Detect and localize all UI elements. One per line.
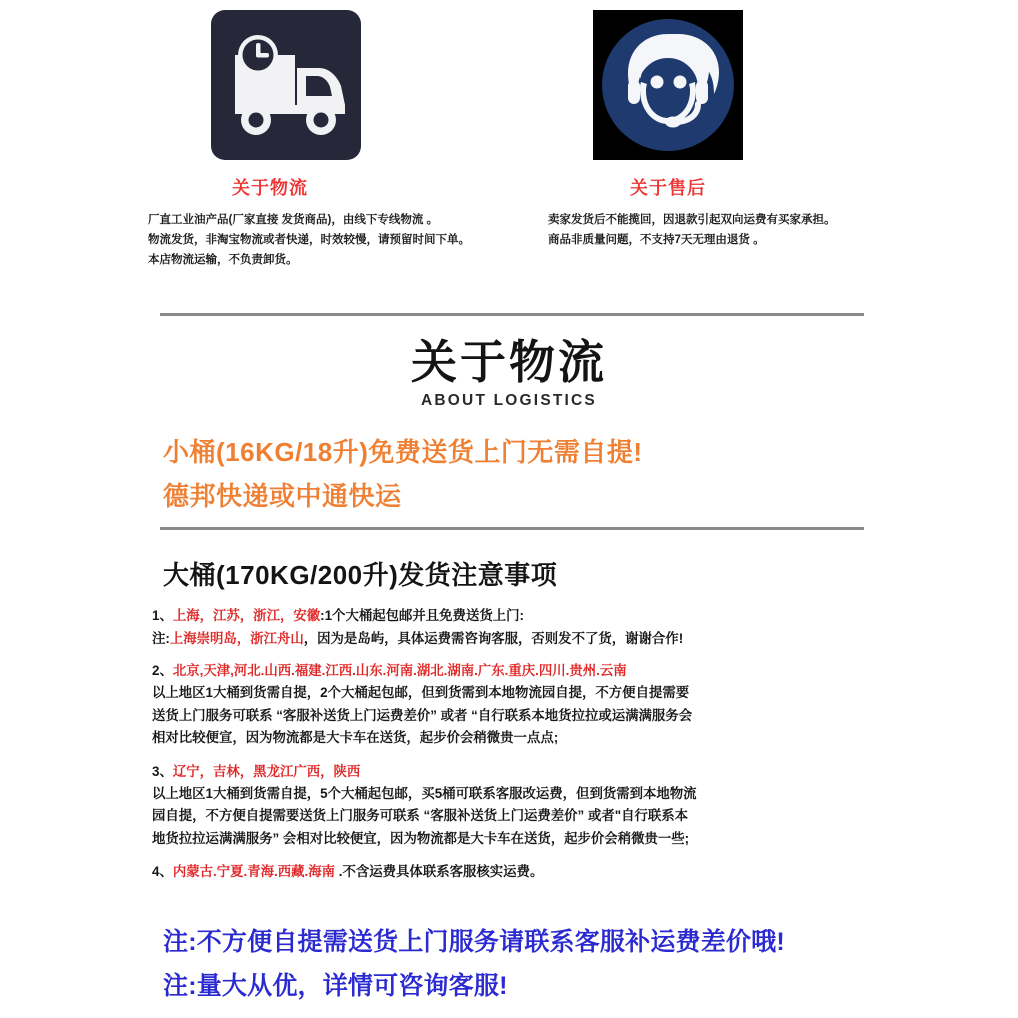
note-item-3 <box>152 760 932 851</box>
customer-service-headset-icon <box>593 10 743 160</box>
logistics-line-3: 本店物流运输，不负责卸货。 <box>148 253 298 266</box>
note-1-head <box>152 604 932 627</box>
note-3-regions: 辽宁，吉林，黑龙江广西，陕西 <box>172 763 361 779</box>
note-2-number: 2、 <box>152 663 173 678</box>
orange-line-2: 德邦快递或中通快运 <box>163 481 402 511</box>
note-4-number: 4、 <box>152 864 173 879</box>
note-4-regions: 内蒙古.宁夏.青海.西藏.海南 <box>172 864 336 879</box>
main-title-block <box>0 338 1018 410</box>
note-2-body-3: 相对比较便宣，因为物流都是大卡车在送货，起步价会稍微贵一点点; <box>152 730 559 745</box>
footer-notes <box>163 920 963 1008</box>
delivery-truck-clock-icon <box>211 10 361 160</box>
divider-top <box>160 313 864 316</box>
note-item-1 <box>152 604 932 650</box>
after-sale-line-1: 卖家发货后不能揽回，因退款引起双向运费有买家承担。 <box>548 213 836 226</box>
note-1-sub-tail: ，因为是岛屿，具体运费需咨询客服，否则发不了货，谢谢合作! <box>303 631 684 646</box>
after-sale-column <box>548 178 948 250</box>
footer-note-2: 注:量大从优，详情可咨询客服! <box>163 972 508 1000</box>
logistics-line-2: 物流发货，非淘宝物流或者快递，时效较慢，请预留时间下单。 <box>148 233 470 246</box>
orange-line-1: 小桶(16KG/18升)免费送货上门无需自提! <box>163 437 643 467</box>
note-1-sub-regions: 上海崇明岛，浙江舟山 <box>169 631 304 646</box>
logistics-heading: 关于物流 <box>232 178 308 198</box>
note-3-body-3: 地货拉拉运满满服务” 会相对比较便宜，因为物流都是大卡车在送货，起步价会稍微贵一些; <box>152 830 690 846</box>
page-title: 关于物流 <box>411 336 607 388</box>
big-drum-section-heading: 大桶(170KG/200升)发货注意事项 <box>163 560 558 590</box>
after-sale-heading: 关于售后 <box>630 178 706 198</box>
note-1-number: 1、 <box>152 608 173 623</box>
note-4-head <box>152 860 932 883</box>
note-3-head <box>152 760 932 783</box>
note-2-body-2: 送货上门服务可联系 “客服补送货上门运费差价” 或者 “自行联系本地货拉拉或运满满服务会 <box>152 707 693 723</box>
shipping-notes-list <box>152 604 932 887</box>
logistics-line-1: 厂直工业油产品(厂家直接 发货商品)，由线下专线物流 。 <box>148 213 439 226</box>
note-3-body-1: 以上地区1大桶到货需自提，5个大桶起包邮，买5桶可联系客服改运费，但到货需到本地物流 <box>152 785 697 801</box>
note-3-number: 3、 <box>152 763 173 779</box>
divider-bottom <box>160 527 864 530</box>
note-3-body-2: 园自提，不方便自提需要送货上门服务可联系 “客服补送货上门运费差价” 或者"自行联系本 <box>152 808 689 823</box>
note-2-head <box>152 659 932 682</box>
page-subtitle: ABOUT LOGISTICS <box>421 391 597 409</box>
icon-row <box>0 10 1018 165</box>
note-1-sub <box>152 627 932 650</box>
footer-note-1: 注:不方便自提需送货上门服务请联系客服补运费差价哦! <box>163 928 785 956</box>
note-2-regions: 北京,天津,河北.山西.福建.江西.山东.河南.湖北.湖南.广东.重庆.四川.贵州.云南 <box>172 663 627 678</box>
note-2-body-1: 以上地区1大桶到货需自提，2个大桶起包邮，但到货需到本地物流园自提，不方便自提需要 <box>152 685 690 700</box>
logistics-column <box>148 178 548 270</box>
small-drum-highlight <box>163 430 923 518</box>
note-item-2 <box>152 659 932 750</box>
note-1-sub-prefix: 注: <box>152 631 170 646</box>
note-item-4 <box>152 860 932 883</box>
note-1-regions: 上海，江苏，浙江，安徽 <box>172 608 321 623</box>
after-sale-line-2: 商品非质量问题，不支持7天无理由退货 。 <box>548 233 765 246</box>
note-4-tail: .不含运费具体联系客服核实运费。 <box>335 864 544 879</box>
note-1-tail: :1个大桶起包邮并且免费送货上门: <box>320 608 524 623</box>
